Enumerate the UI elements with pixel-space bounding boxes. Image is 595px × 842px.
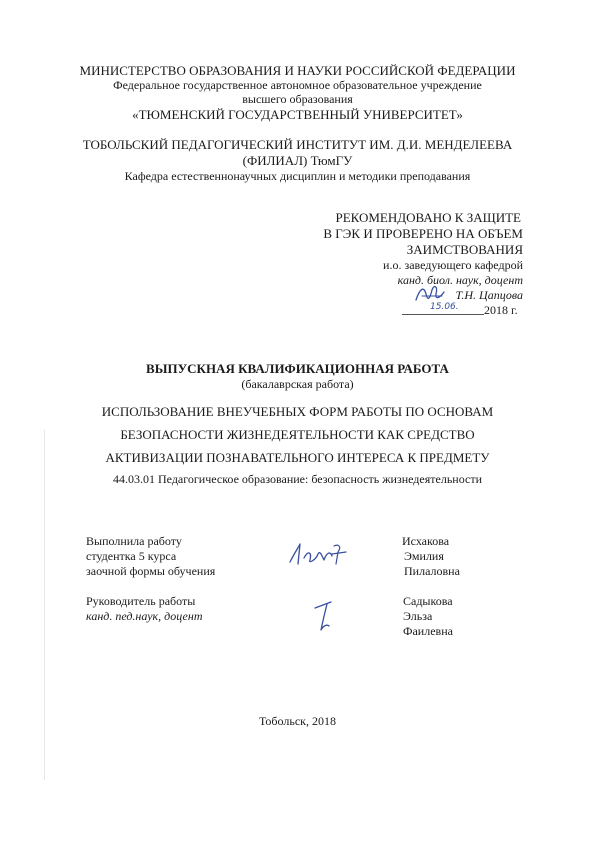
- agency-line-1: Федеральное государственное автономное образовательное учреждение: [113, 78, 482, 92]
- student-label-1: Выполнила работу: [86, 534, 182, 548]
- approval-line-2: В ГЭК И ПРОВЕРЕНО НА ОБЪЕМ: [323, 226, 523, 241]
- approval-position: и.о. заведующего кафедрой: [383, 258, 523, 272]
- supervisor-signature: [305, 596, 345, 638]
- approval-line-3: ЗАИМСТВОВАНИЯ: [406, 242, 523, 257]
- student-patronymic: Пилаловна: [404, 564, 460, 578]
- work-specialty: 44.03.01 Педагогическое образование: безопасность жизнедеятельности: [112, 472, 483, 486]
- institute-line-1: ТОБОЛЬСКИЙ ПЕДАГОГИЧЕСКИЙ ИНСТИТУТ ИМ. Д.И. МЕНДЕЛЕЕВА: [82, 137, 513, 152]
- approval-date-line: [402, 314, 484, 315]
- student-first-name: Эмилия: [404, 549, 444, 563]
- work-title-line-3: АКТИВИЗАЦИИ ПОЗНАВАТЕЛЬНОГО ИНТЕРЕСА К ПРЕДМЕТУ: [105, 450, 490, 465]
- city-year: Тобольск, 2018: [259, 714, 336, 728]
- student-label-3: заочной формы обучения: [86, 564, 216, 578]
- approval-name: Т.Н. Цапцова: [455, 288, 523, 302]
- institute-line-2: (ФИЛИАЛ) ТюмГУ: [242, 153, 353, 168]
- approval-year: 2018 г.: [484, 303, 518, 317]
- supervisor-surname: Садыкова: [403, 594, 453, 608]
- department-name: Кафедра естественнонаучных дисциплин и методики преподавания: [124, 169, 471, 183]
- agency-line-2: высшего образования: [242, 92, 353, 106]
- work-title-line-2: БЕЗОПАСНОСТИ ЖИЗНЕДЕЯТЕЛЬНОСТИ КАК СРЕДСТВО: [120, 427, 475, 442]
- student-signature: [286, 540, 356, 570]
- student-surname: Исхакова: [402, 534, 450, 548]
- university-name: «ТЮМЕНСКИЙ ГОСУДАРСТВЕННЫЙ УНИВЕРСИТЕТ»: [132, 107, 463, 122]
- supervisor-label-1: Руководитель работы: [86, 594, 196, 608]
- supervisor-first-name: Эльза: [403, 609, 433, 623]
- work-type: ВЫПУСКНАЯ КВАЛИФИКАЦИОННАЯ РАБОТА: [146, 361, 449, 376]
- approval-line-1: РЕКОМЕНДОВАНО К ЗАЩИТЕ: [335, 210, 521, 225]
- supervisor-patronymic: Фаилевна: [403, 624, 453, 638]
- approval-degree: канд. биол. наук, доцент: [397, 273, 523, 287]
- ministry-title: МИНИСТЕРСТВО ОБРАЗОВАНИЯ И НАУКИ РОССИЙСКОЙ ФЕДЕРАЦИИ: [79, 63, 516, 78]
- approval-handwritten-date: 15.06.: [430, 302, 459, 312]
- work-title-line-1: ИСПОЛЬЗОВАНИЕ ВНЕУЧЕБНЫХ ФОРМ РАБОТЫ ПО ОСНОВАМ: [101, 404, 494, 419]
- supervisor-label-2: канд. пед.наук, доцент: [86, 609, 203, 623]
- work-subtype: (бакалаврская работа): [241, 377, 354, 391]
- student-label-2: студентка 5 курса: [86, 549, 177, 563]
